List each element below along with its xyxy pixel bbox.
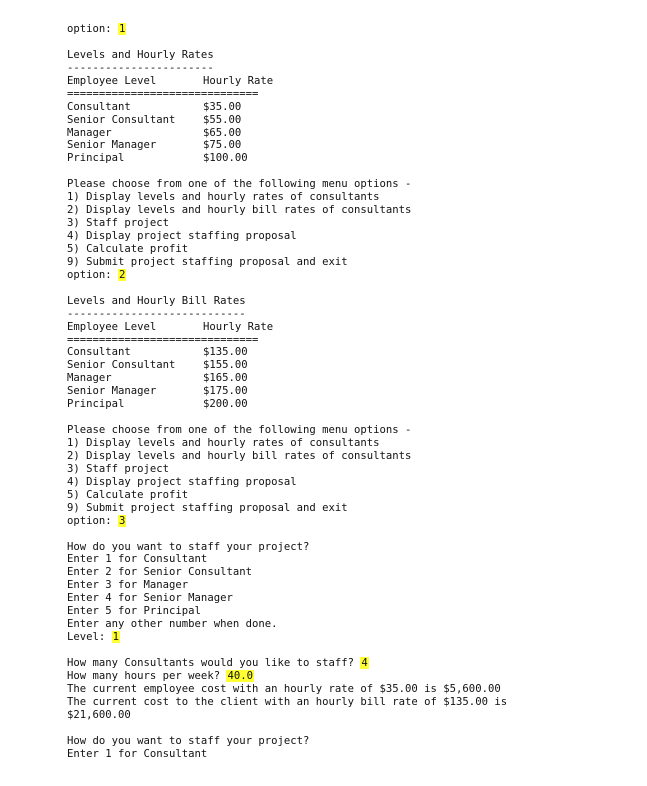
menu-line: 2) Display levels and hourly bill rates of consultants: [67, 204, 412, 217]
prompt-text: How many Consultants would you like to staff?: [67, 656, 361, 669]
prompt-text: Level:: [67, 631, 112, 644]
option-prompt-line: [67, 515, 507, 528]
table-row: Consultant $35.00: [67, 100, 242, 113]
menu-line: Please choose from one of the following menu options -: [67, 424, 412, 437]
prompt-text: How many hours per week?: [67, 669, 227, 682]
table-row: Principal $100.00: [67, 152, 248, 165]
table-row: Manager $165.00: [67, 372, 248, 385]
user-input-hours: 40.0: [227, 669, 253, 682]
prompt-text: option:: [67, 268, 119, 281]
staff-menu-line: Enter 3 for Manager: [67, 579, 189, 592]
column-header-rate: Hourly Rate: [203, 320, 274, 333]
column-header-rate: Hourly Rate: [203, 74, 274, 87]
table-header: [67, 321, 507, 334]
menu-line: 5) Calculate profit: [67, 242, 189, 255]
equals-rule: ==============================: [67, 333, 259, 346]
column-header-level: Employee Level: [67, 74, 157, 87]
menu-line: 4) Display project staffing proposal: [67, 230, 297, 242]
staff-menu-line: Enter 2 for Senior Consultant: [67, 566, 252, 579]
table-row: Consultant $135.00: [67, 346, 248, 359]
menu-line: 3) Staff project: [67, 217, 170, 230]
staff-menu-line: How do you want to staff your project?: [67, 540, 310, 553]
table-header: [67, 75, 507, 88]
hours-prompt-line: [67, 670, 507, 683]
section-title: Levels and Hourly Bill Rates: [67, 294, 246, 307]
staff-menu-line: Enter 1 for Consultant: [67, 747, 208, 760]
cost-line: The current employee cost with an hourly rate of $35.00 is $5,600.00: [67, 682, 501, 695]
staff-menu-line: Enter 4 for Senior Manager: [67, 592, 233, 605]
menu-line: 2) Display levels and hourly bill rates of consultants: [67, 449, 412, 462]
prompt-text: option:: [67, 23, 119, 35]
user-input-option: 3: [119, 514, 126, 527]
table-row: Senior Manager $175.00: [67, 385, 248, 398]
equals-rule: ==============================: [67, 87, 259, 100]
cost-line: $21,600.00: [67, 708, 131, 721]
menu-line: Please choose from one of the following menu options -: [67, 178, 412, 191]
menu-line: 1) Display levels and hourly rates of consultants: [67, 437, 380, 449]
user-input-option: 1: [119, 23, 126, 35]
table-row: Manager $65.00: [67, 126, 242, 139]
menu-line: 3) Staff project: [67, 462, 170, 475]
table-row: Senior Manager $75.00: [67, 139, 242, 152]
table-row: Principal $200.00: [67, 398, 248, 411]
cost-line: The current cost to the client with an hourly bill rate of $135.00 is: [67, 695, 508, 708]
user-input-option: 2: [119, 268, 126, 281]
level-prompt-line: [67, 631, 507, 644]
count-prompt-line: [67, 657, 507, 670]
table-row: Senior Consultant $155.00: [67, 359, 248, 372]
dash-rule: -----------------------: [67, 61, 214, 74]
table-row: Senior Consultant $55.00: [67, 113, 242, 126]
menu-line: 5) Calculate profit: [67, 488, 189, 501]
staff-menu-line: Enter 1 for Consultant: [67, 553, 208, 566]
dash-rule: ----------------------------: [67, 307, 246, 320]
menu-line: 9) Submit project staffing proposal and exit: [67, 255, 348, 268]
staff-menu-line: Enter 5 for Principal: [67, 605, 201, 618]
user-input-count: 4: [361, 656, 368, 669]
menu-line: 4) Display project staffing proposal: [67, 475, 297, 488]
menu-line: 9) Submit project staffing proposal and exit: [67, 501, 348, 514]
staff-menu-line: How do you want to staff your project?: [67, 734, 310, 747]
prompt-text: option:: [67, 514, 119, 527]
user-input-level: 1: [112, 631, 120, 644]
staff-menu-line: Enter any other number when done.: [67, 618, 278, 631]
console-output: [67, 23, 507, 760]
column-header-level: Employee Level: [67, 320, 157, 333]
section-title: Levels and Hourly Rates: [67, 48, 214, 61]
menu-line: 1) Display levels and hourly rates of consultants: [67, 191, 380, 204]
option-prompt-line: [67, 269, 507, 282]
option-prompt-line: [67, 23, 507, 36]
